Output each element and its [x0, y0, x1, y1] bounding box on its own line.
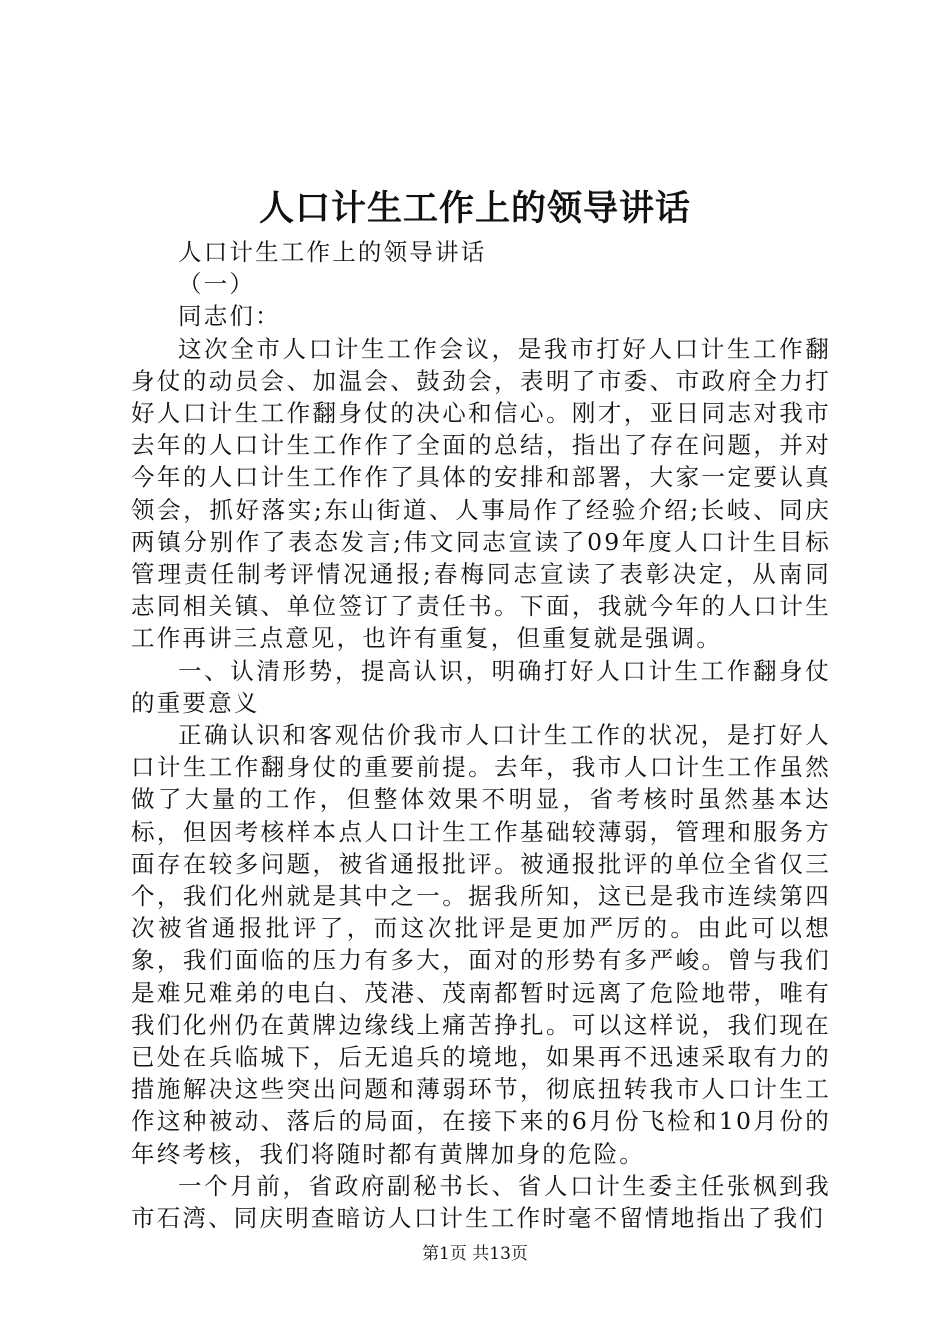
salutation: 同志们： [178, 302, 281, 331]
document-title: 人口计生工作上的领导讲话 [258, 188, 691, 229]
section-number: （一） [178, 270, 256, 299]
body-paragraph: 这次全市人口计生工作会议，是我市打好人口计生工作翻身仗的动员会、加温会、鼓劲会，表明了市委、市政府全力打好人口计生工作翻身仗的决心和信心。刚才，亚日同志对我市去年的人口计生工作作了全面的总结，指出了存在问题，并对今年的人口计生工作作了具体的安排和部署，大家一定要认真领会，抓好落实;东山街道、人事局作了经验介绍;长岐、同庆两镇分别作了表态发言;伟文同志宣读了09年度人口计生目标管理责任制考评情况通报;春梅同志宣读了表彰决定，从南同志同相关镇、单位签订了责任书。下面，我就今年的人口计生工作再讲三点意见，也许有重复，但重复就是强调。 [131, 334, 831, 653]
body-paragraph: 正确认识和客观估价我市人口计生工作的状况，是打好人口计生工作翻身仗的重要前提。去年，我市人口计生工作虽然做了大量的工作，但整体效果不明显，省考核时虽然基本达标，但因考核样本点人口计生工作基础较薄弱，管理和服务方面存在较多问题，被省通报批评。被通报批评的单位全省仅三个，我们化州就是其中之一。据我所知，这已是我市连续第四次被省通报批评了，而这次批评是更加严厉的。由此可以想象，我们面临的压力有多大，面对的形势有多严峻。曾与我们是难兄难弟的电白、茂港、茂南都暂时远离了危险地带，唯有我们化州仍在黄牌边缘线上痛苦挣扎。可以这样说，我们现在已处在兵临城下，后无追兵的境地，如果再不迅速采取有力的措施解决这些突出问题和薄弱环节，彻底扭转我市人口计生工作这种被动、落后的局面，在接下来的6月份飞检和10月份的年终考核，我们将随时都有黄牌加身的危险。 [131, 721, 831, 1168]
body-paragraph: 一个月前，省政府副秘书长、省人口计生委主任张枫到我市石湾、同庆明查暗访人口计生工作时毫不留情地指出了我们 [131, 1171, 831, 1233]
page-footer: 第1页 共13页 [422, 1244, 528, 1264]
document-body [131, 236, 831, 1234]
subtitle-paragraph: 人口计生工作上的领导讲话 [178, 238, 487, 266]
section-heading: 一、认清形势，提高认识，明确打好人口计生工作翻身仗的重要意义 [131, 656, 831, 717]
